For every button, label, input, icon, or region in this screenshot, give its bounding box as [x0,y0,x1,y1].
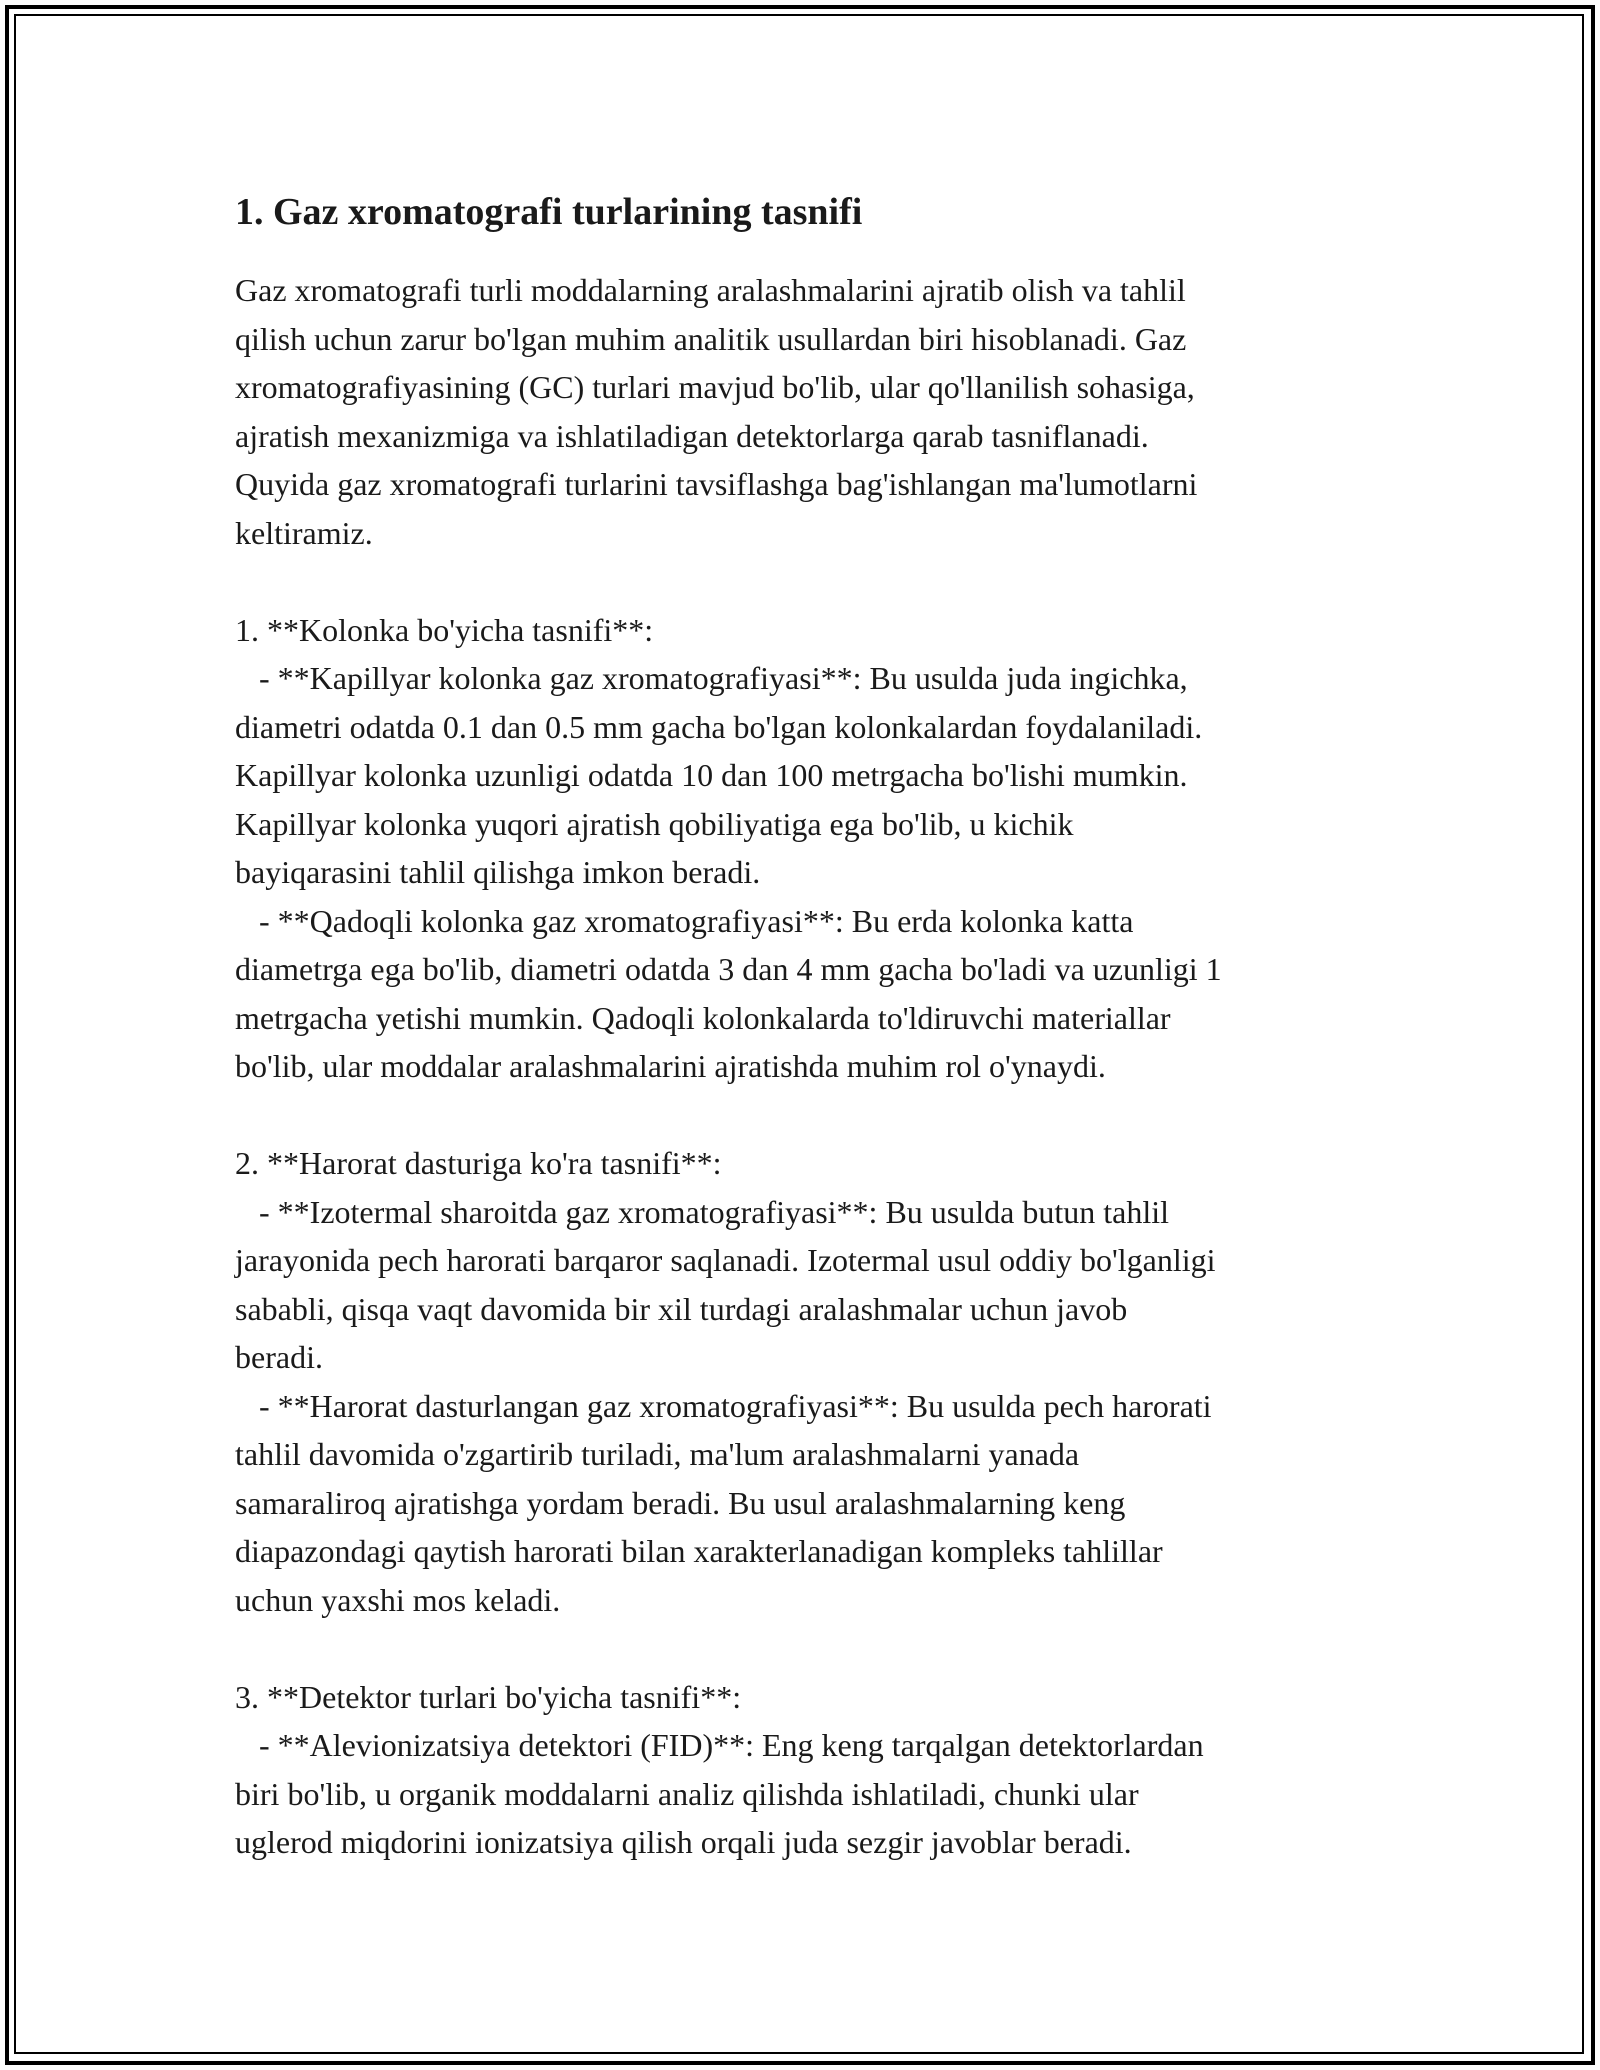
document-text: Gaz xromatografi turli moddalarning aralashmalarini ajratib olish va tahlil qilish uchun zarur bo'lgan muhim analitik usullardan biri hisoblanadi. Gaz xromatografiyasining (GC) turlari mavjud bo'lib, ular qo'llanilish sohasiga, ajratish mexanizmiga va ishlatiladigan detektorlarga qarab tasniflanadi. Quyida gaz xromatografi turlarini tavsiflashga bag'ishlangan ma'lumotlarni keltiramiz. 1. **Kolonka bo'yicha tasnifi**: - **Kapillyar kolonka gaz xromatografiyasi**: Bu usulda juda ingichka, diametri odatda 0.1 dan 0.5 mm gacha bo'lgan kolonkalardan foydalaniladi. Kapillyar kolonka uzunligi odatda 10 dan 100 metrgacha bo'lishi mumkin. Kapillyar kolonka yuqori ajratish qobiliyatiga ega bo'lib, u kichik bayiqarasini tahlil qilishga imkon beradi. - **Qadoqli kolonka gaz xromatografiyasi**: Bu erda kolonka katta diametrga ega bo'lib, diametri odatda 3 dan 4 mm gacha bo'ladi va uzunligi 1 metrgacha yetishi mumkin. Qadoqli kolonkalarda to'ldiruvchi materiallar bo'lib, ular moddalar aralashmalarini ajratishda muhim rol o'ynaydi. 2. **Harorat dasturiga ko'ra tasnifi**: - **Izotermal sharoitda gaz xromatografiyasi**: Bu usulda butun tahlil jarayonida pech harorati barqaror saqlanadi. Izotermal usul oddiy bo'lganligi sababli, qisqa vaqt davomida bir xil turdagi aralashmalar uchun javob beradi. - **Harorat dasturlangan gaz xromatografiyasi**: Bu usulda pech harorati tahlil davomida o'zgartirib turiladi, ma'lum aralashmalarni yanada samaraliroq ajratishga yordam beradi. Bu usul aralashmalarning keng diapazondagi qaytish harorati bilan xarakterlanadigan kompleks tahlillar uchun yaxshi mos keladi. 3. **Detektor turlari bo'yicha tasnifi**: - **Alevionizatsiya detektori (FID)**: Eng keng tarqalgan detektorlardan biri bo'lib, u organik moddalarni analiz qilishda ishlatiladi, chunki ular uglerod miqdorini ionizatsiya qilish orqali juda sezgir javoblar beradi. [235,272,1222,1860]
document-title: 1. Gaz xromatografi turlarining tasnifi [235,191,863,233]
document-body [235,188,1385,1867]
